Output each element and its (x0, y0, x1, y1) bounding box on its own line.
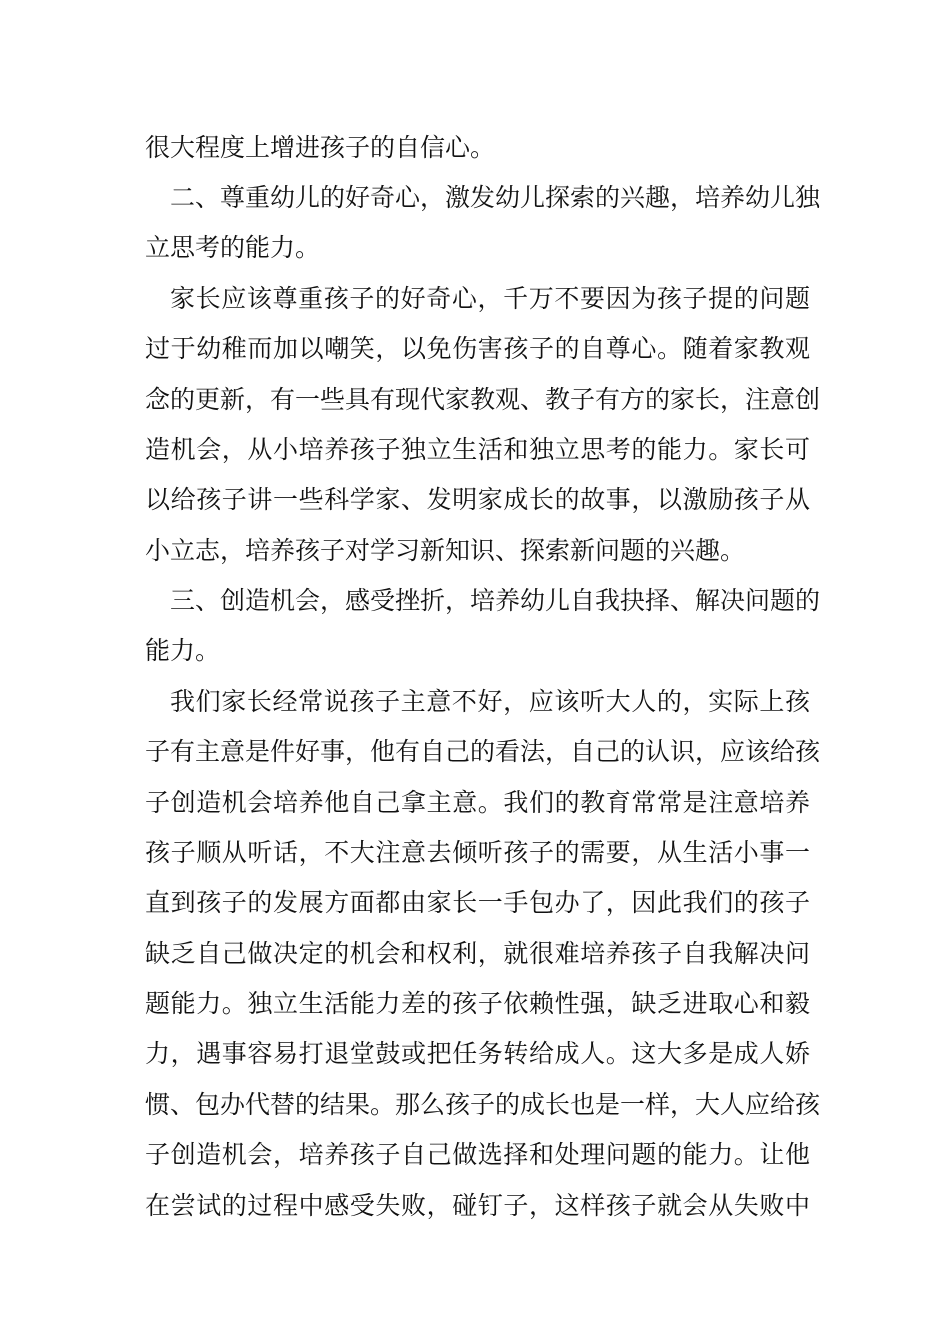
text-line: 子创造机会，培养孩子自己做选择和处理问题的能力。让他 (145, 1140, 810, 1169)
text-line: 缺乏自己做决定的机会和权利，就很难培养孩子自我解决问 (145, 939, 810, 968)
section-heading-line: 二、尊重幼儿的好奇心，激发幼儿探索的兴趣，培养幼儿独 (170, 183, 821, 212)
text-line: 家长应该尊重孩子的好奇心，千万不要因为孩子提的问题 (170, 284, 810, 313)
text-line: 力，遇事容易打退堂鼓或把任务转给成人。这大多是成人娇 (145, 1039, 810, 1068)
text-line: 很大程度上增进孩子的自信心。 (145, 133, 496, 162)
text-line: 子创造机会培养他自己拿主意。我们的教育常常是注意培养 (145, 788, 810, 817)
text-line: 念的更新，有一些具有现代家教观、教子有方的家长，注意创 (145, 385, 821, 414)
text-line: 以给孩子讲一些科学家、发明家成长的故事，以激励孩子从 (145, 485, 810, 514)
text-line: 小立志，培养孩子对学习新知识、探索新问题的兴趣。 (145, 536, 746, 565)
section-heading-line: 立思考的能力。 (145, 233, 321, 262)
text-line: 在尝试的过程中感受失败，碰钉子，这样孩子就会从失败中 (145, 1191, 810, 1220)
text-line: 直到孩子的发展方面都由家长一手包办了，因此我们的孩子 (145, 888, 810, 917)
text-line: 孩子顺从听话，不大注意去倾听孩子的需要，从生活小事一 (145, 838, 810, 867)
text-line: 造机会，从小培养孩子独立生活和独立思考的能力。家长可 (145, 435, 810, 464)
text-line: 我们家长经常说孩子主意不好，应该听大人的，实际上孩 (170, 687, 810, 716)
text-line: 惯、包办代替的结果。那么孩子的成长也是一样，大人应给孩 (145, 1090, 821, 1119)
section-heading-line: 能力。 (145, 636, 221, 665)
text-line: 题能力。独立生活能力差的孩子依赖性强，缺乏进取心和毅 (145, 989, 810, 1018)
text-line: 子有主意是件好事，他有自己的看法，自己的认识，应该给孩 (145, 737, 821, 766)
text-line: 过于幼稚而加以嘲笑，以免伤害孩子的自尊心。随着家教观 (145, 334, 810, 363)
section-heading-line: 三、创造机会，感受挫折，培养幼儿自我抉择、解决问题的 (170, 586, 821, 615)
